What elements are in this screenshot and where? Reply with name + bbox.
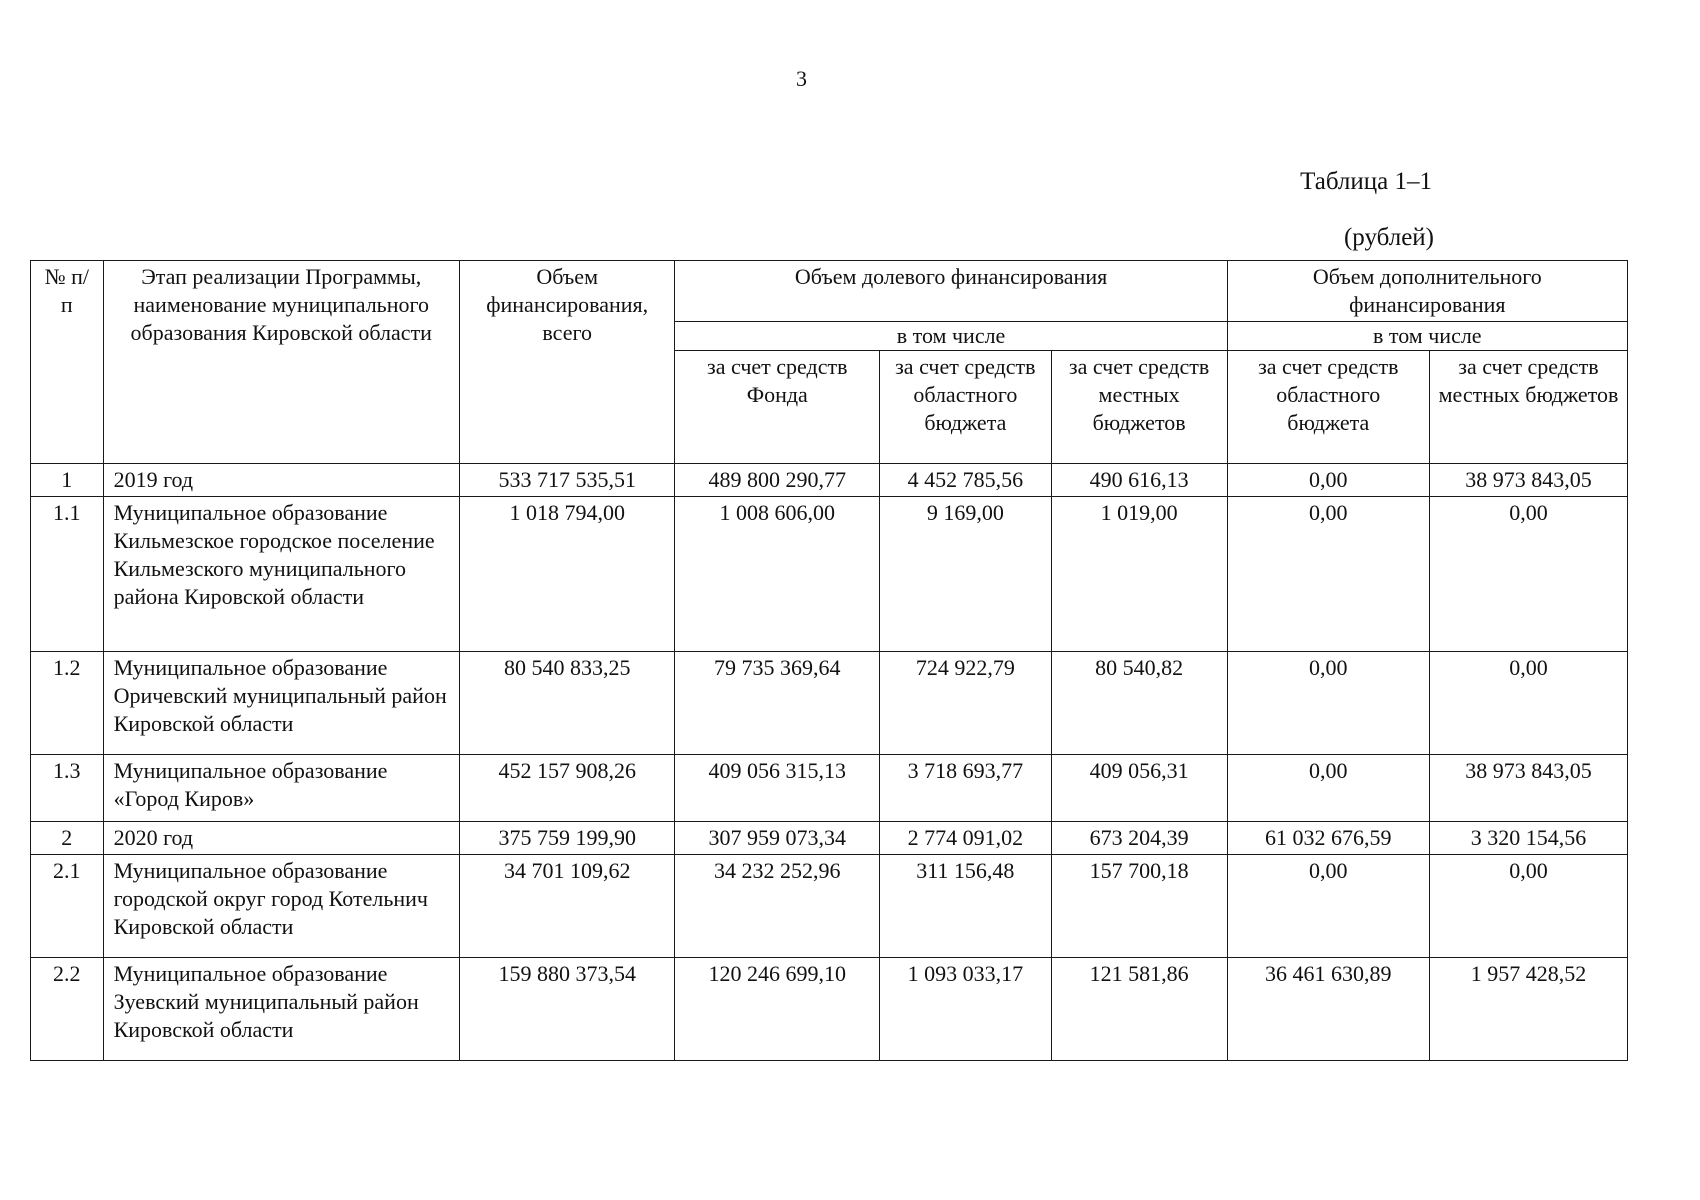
cell-add-regional: 0,00	[1227, 497, 1429, 652]
cell-name: 2019 год	[103, 464, 459, 497]
header-additional: Объем дополнительного финансирования	[1227, 261, 1627, 322]
cell-num: 1	[31, 464, 104, 497]
cell-add-local: 0,00	[1429, 497, 1627, 652]
cell-total: 80 540 833,25	[459, 652, 675, 755]
table-row	[31, 822, 1628, 855]
cell-regional: 724 922,79	[880, 652, 1052, 755]
cell-local: 121 581,86	[1051, 958, 1227, 1061]
cell-fund: 34 232 252,96	[675, 855, 880, 958]
cell-name: Муниципальное образование городской округ город Котельнич Кировской области	[103, 855, 459, 958]
cell-name: Муниципальное образование «Город Киров»	[103, 755, 459, 822]
cell-num: 2.2	[31, 958, 104, 1061]
header-regional: за счет средств областного бюджета	[880, 351, 1052, 464]
cell-regional: 1 093 033,17	[880, 958, 1052, 1061]
cell-add-local: 0,00	[1429, 855, 1627, 958]
cell-local: 409 056,31	[1051, 755, 1227, 822]
cell-total: 34 701 109,62	[459, 855, 675, 958]
table-row	[31, 497, 1628, 652]
header-incl-additional: в том числе	[1227, 322, 1627, 351]
cell-fund: 79 735 369,64	[675, 652, 880, 755]
cell-local: 1 019,00	[1051, 497, 1227, 652]
header-shared: Объем долевого финансирования	[675, 261, 1227, 322]
cell-num: 1.2	[31, 652, 104, 755]
cell-fund: 307 959 073,34	[675, 822, 880, 855]
table-row	[31, 958, 1628, 1061]
cell-add-regional: 61 032 676,59	[1227, 822, 1429, 855]
cell-fund: 120 246 699,10	[675, 958, 880, 1061]
cell-add-local: 38 973 843,05	[1429, 755, 1627, 822]
cell-fund: 489 800 290,77	[675, 464, 880, 497]
cell-local: 490 616,13	[1051, 464, 1227, 497]
cell-add-local: 1 957 428,52	[1429, 958, 1627, 1061]
table-unit: (рублей)	[1343, 224, 1434, 251]
cell-total: 452 157 908,26	[459, 755, 675, 822]
header-total: Объем финансирования, всего	[459, 261, 675, 464]
cell-regional: 4 452 785,56	[880, 464, 1052, 497]
cell-local: 157 700,18	[1051, 855, 1227, 958]
cell-local: 80 540,82	[1051, 652, 1227, 755]
header-num: № п/п	[31, 261, 104, 464]
cell-add-local: 3 320 154,56	[1429, 822, 1627, 855]
cell-num: 2	[31, 822, 104, 855]
financing-table	[30, 260, 1628, 1061]
cell-regional: 311 156,48	[880, 855, 1052, 958]
cell-regional: 3 718 693,77	[880, 755, 1052, 822]
cell-total: 1 018 794,00	[459, 497, 675, 652]
header-incl-shared: в том числе	[675, 322, 1227, 351]
cell-add-regional: 0,00	[1227, 755, 1429, 822]
cell-total: 533 717 535,51	[459, 464, 675, 497]
table-row	[31, 755, 1628, 822]
header-row-1	[31, 261, 1628, 322]
page-number: 3	[796, 66, 807, 91]
cell-add-regional: 0,00	[1227, 652, 1429, 755]
cell-name: Муниципальное образование Кильмезское городское поселение Кильмезского муниципального района Кировской области	[103, 497, 459, 652]
table-row	[31, 855, 1628, 958]
header-add-local: за счет средств местных бюджетов	[1429, 351, 1627, 464]
cell-add-regional: 0,00	[1227, 855, 1429, 958]
cell-fund: 1 008 606,00	[675, 497, 880, 652]
header-fund: за счет средств Фонда	[675, 351, 880, 464]
cell-name: Муниципальное образование Зуевский муниципальный район Кировской области	[103, 958, 459, 1061]
table-row	[31, 652, 1628, 755]
cell-num: 1.1	[31, 497, 104, 652]
cell-regional: 9 169,00	[880, 497, 1052, 652]
cell-name: 2020 год	[103, 822, 459, 855]
header-stage: Этап реализации Программы, наименование муниципального образования Кировской области	[103, 261, 459, 464]
header-add-regional: за счет средств областного бюджета	[1227, 351, 1429, 464]
cell-num: 1.3	[31, 755, 104, 822]
cell-local: 673 204,39	[1051, 822, 1227, 855]
table-caption: Таблица 1–1	[1300, 168, 1432, 195]
cell-add-local: 38 973 843,05	[1429, 464, 1627, 497]
cell-fund: 409 056 315,13	[675, 755, 880, 822]
cell-add-regional: 0,00	[1227, 464, 1429, 497]
cell-name: Муниципальное образование Оричевский муниципальный район Кировской области	[103, 652, 459, 755]
cell-add-local: 0,00	[1429, 652, 1627, 755]
cell-add-regional: 36 461 630,89	[1227, 958, 1429, 1061]
cell-total: 375 759 199,90	[459, 822, 675, 855]
cell-regional: 2 774 091,02	[880, 822, 1052, 855]
cell-total: 159 880 373,54	[459, 958, 675, 1061]
header-local: за счет средств местных бюджетов	[1051, 351, 1227, 464]
table-row	[31, 464, 1628, 497]
cell-num: 2.1	[31, 855, 104, 958]
